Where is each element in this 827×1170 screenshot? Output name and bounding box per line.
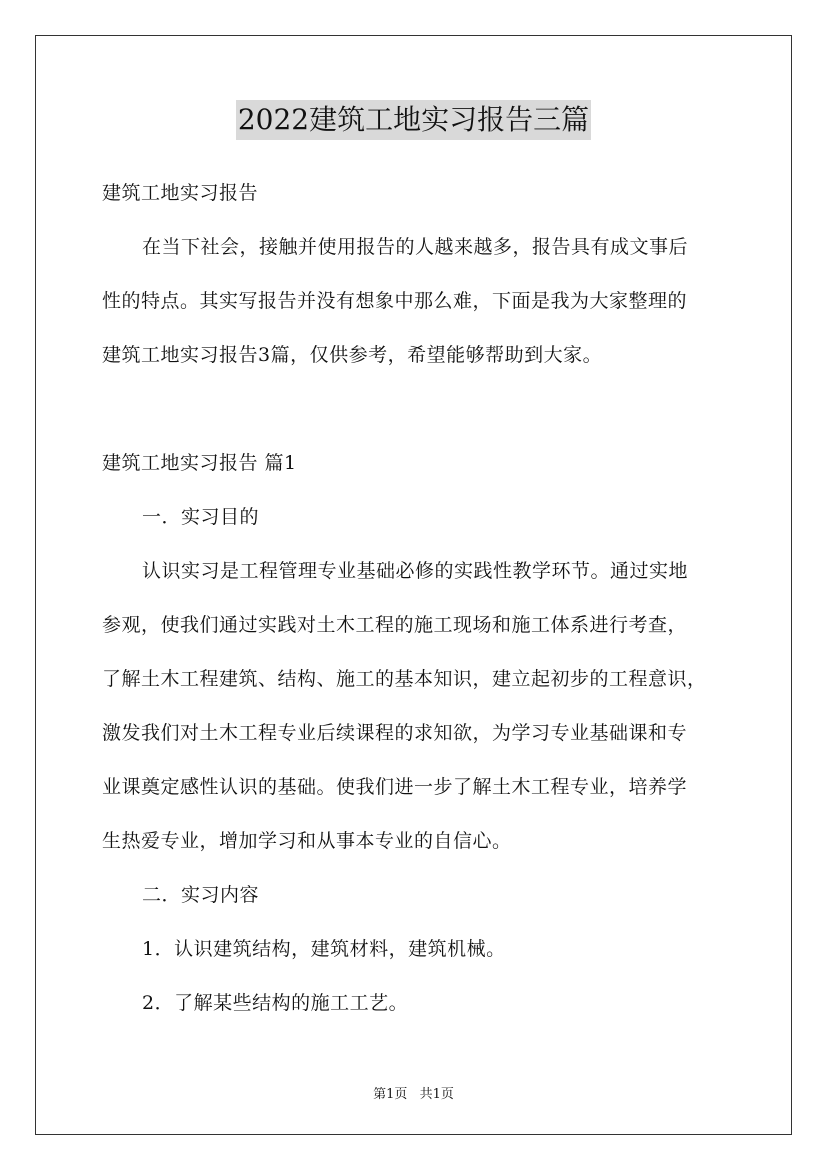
document-title: 2022建筑工地实习报告三篇 [236,100,591,140]
subsection-heading: 一．实习目的 [142,506,260,528]
blank-line [102,382,742,436]
list-item: 1．认识建筑结构，建筑材料，建筑机械。 [142,938,506,960]
paragraph-line: 在当下社会，接触并使用报告的人越来越多，报告具有成文事后 [142,236,689,258]
paragraph-line: 了解土木工程建筑、结构、施工的基本知识，建立起初步的工程意识， [102,668,707,690]
paragraph-line: 性的特点。其实写报告并没有想象中那么难，下面是我为大家整理的 [102,290,688,312]
section-heading: 建筑工地实习报告 篇1 [102,452,297,474]
page-total: 共1页 [419,1087,454,1102]
subsection-heading: 二．实习内容 [142,884,260,906]
paragraph-line: 认识实习是工程管理专业基础必修的实践性教学环节。通过实地 [142,560,689,582]
paragraph-line: 参观，使我们通过实践对土木工程的施工现场和施工体系进行考查， [102,614,688,636]
paragraph-line: 生热爱专业，增加学习和从事本专业的自信心。 [102,830,512,852]
paragraph-line: 业课奠定感性认识的基础。使我们进一步了解土木工程专业，培养学 [102,776,688,798]
document-body [102,166,742,1030]
page-footer [0,1083,827,1102]
paragraph-line: 建筑工地实习报告3篇，仅供参考，希望能够帮助到大家。 [102,344,603,366]
section-heading: 建筑工地实习报告 [102,182,259,204]
title-container [0,100,827,140]
paragraph-line: 激发我们对土木工程专业后续课程的求知欲，为学习专业基础课和专 [102,722,688,744]
list-item: 2．了解某些结构的施工工艺。 [142,992,409,1014]
page-number: 第1页 [373,1087,408,1102]
